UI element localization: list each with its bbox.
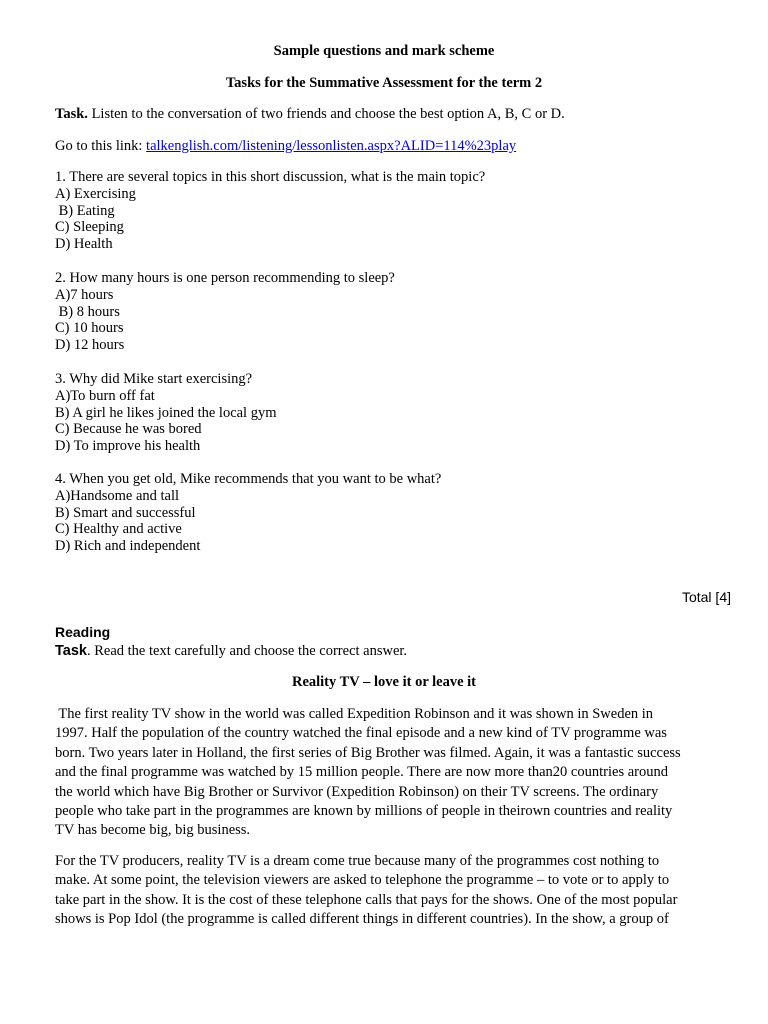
document-title: Sample questions and mark scheme [273,43,495,59]
paragraph-line: 1997. Half the population of the country watched the final episode and a new kind of TV programme was [55,725,667,742]
document-subtitle: Tasks for the Summative Assessment for the term 2 [225,75,543,91]
answer-option: A)7 hours [55,286,114,303]
reading-task-line [55,643,407,660]
link-prefix: Go to this link: [55,138,147,154]
answer-option: D) Health [55,236,113,253]
answer-option: C) Healthy and active [55,521,182,538]
listening-link[interactable]: talkenglish.com/listening/lessonlisten.aspx?ALID=114%23play [146,138,517,154]
answer-option: C) Sleeping [55,219,124,236]
task-instructions: Listen to the conversation of two friends and choose the best option A, B, C or D. [87,106,565,122]
question-3 [55,371,277,455]
question-2 [55,270,395,354]
answer-option: B) Smart and successful [55,504,196,521]
answer-option: D) 12 hours [55,337,125,354]
article-paragraph-1 [55,705,735,841]
article-paragraph-2 [55,852,735,930]
link-line [55,138,516,155]
answer-option: C) 10 hours [55,320,124,337]
question-text: 2. How many hours is one person recommending to sleep? [55,270,395,286]
answer-option: B) Eating [55,202,115,219]
paragraph-line: and the final programme was watched by 15 million people. There are now more than20 countries around [55,764,668,781]
answer-option: B) A girl he likes joined the local gym [55,404,277,421]
question-text: 3. Why did Mike start exercising? [55,371,253,387]
paragraph-line: The first reality TV show in the world was called Expedition Robinson and it was shown in Sweden in [55,706,654,722]
paragraph-line: people who take part in the programmes are known by millions of people in theirown countries and reality [55,803,673,820]
answer-option: A) Exercising [55,185,136,202]
article-title: Reality TV – love it or leave it [291,674,477,690]
total-marks: Total [4] [681,589,731,605]
paragraph-line: TV has become big, big business. [55,822,251,839]
paragraph-line: shows is Pop Idol (the programme is called different things in different countries). In the show, a group of [55,911,669,928]
reading-task-label: Task [55,643,87,659]
answer-option: A)To burn off fat [55,387,155,404]
question-text: 1. There are several topics in this short discussion, what is the main topic? [55,169,486,185]
answer-option: B) 8 hours [55,303,120,320]
answer-option: D) To improve his health [55,438,201,455]
listening-task-line [55,106,565,123]
paragraph-line: For the TV producers, reality TV is a dream come true because many of the programmes cost nothing to [55,853,660,869]
answer-option: D) Rich and independent [55,538,201,555]
paragraph-line: take part in the show. It is the cost of these telephone calls that pays for the shows. One of the most popular [55,891,678,908]
paragraph-line: the world which have Big Brother or Survivor (Expedition Robinson) on their TV screens. The ordinary [55,783,659,800]
task-label: Task. [55,106,88,122]
reading-heading: Reading [55,624,111,640]
question-4 [55,471,441,555]
paragraph-line: make. At some point, the television viewers are asked to telephone the programme – to vote or to apply to [55,872,670,889]
question-text: 4. When you get old, Mike recommends that you want to be what? [55,471,442,487]
answer-option: C) Because he was bored [55,421,202,438]
paragraph-line: born. Two years later in Holland, the first series of Big Brother was filmed. Again, it was a fantastic success [55,744,681,761]
question-1 [55,169,485,253]
reading-task-instructions: . Read the text carefully and choose the correct answer. [86,643,408,659]
answer-option: A)Handsome and tall [55,487,180,504]
